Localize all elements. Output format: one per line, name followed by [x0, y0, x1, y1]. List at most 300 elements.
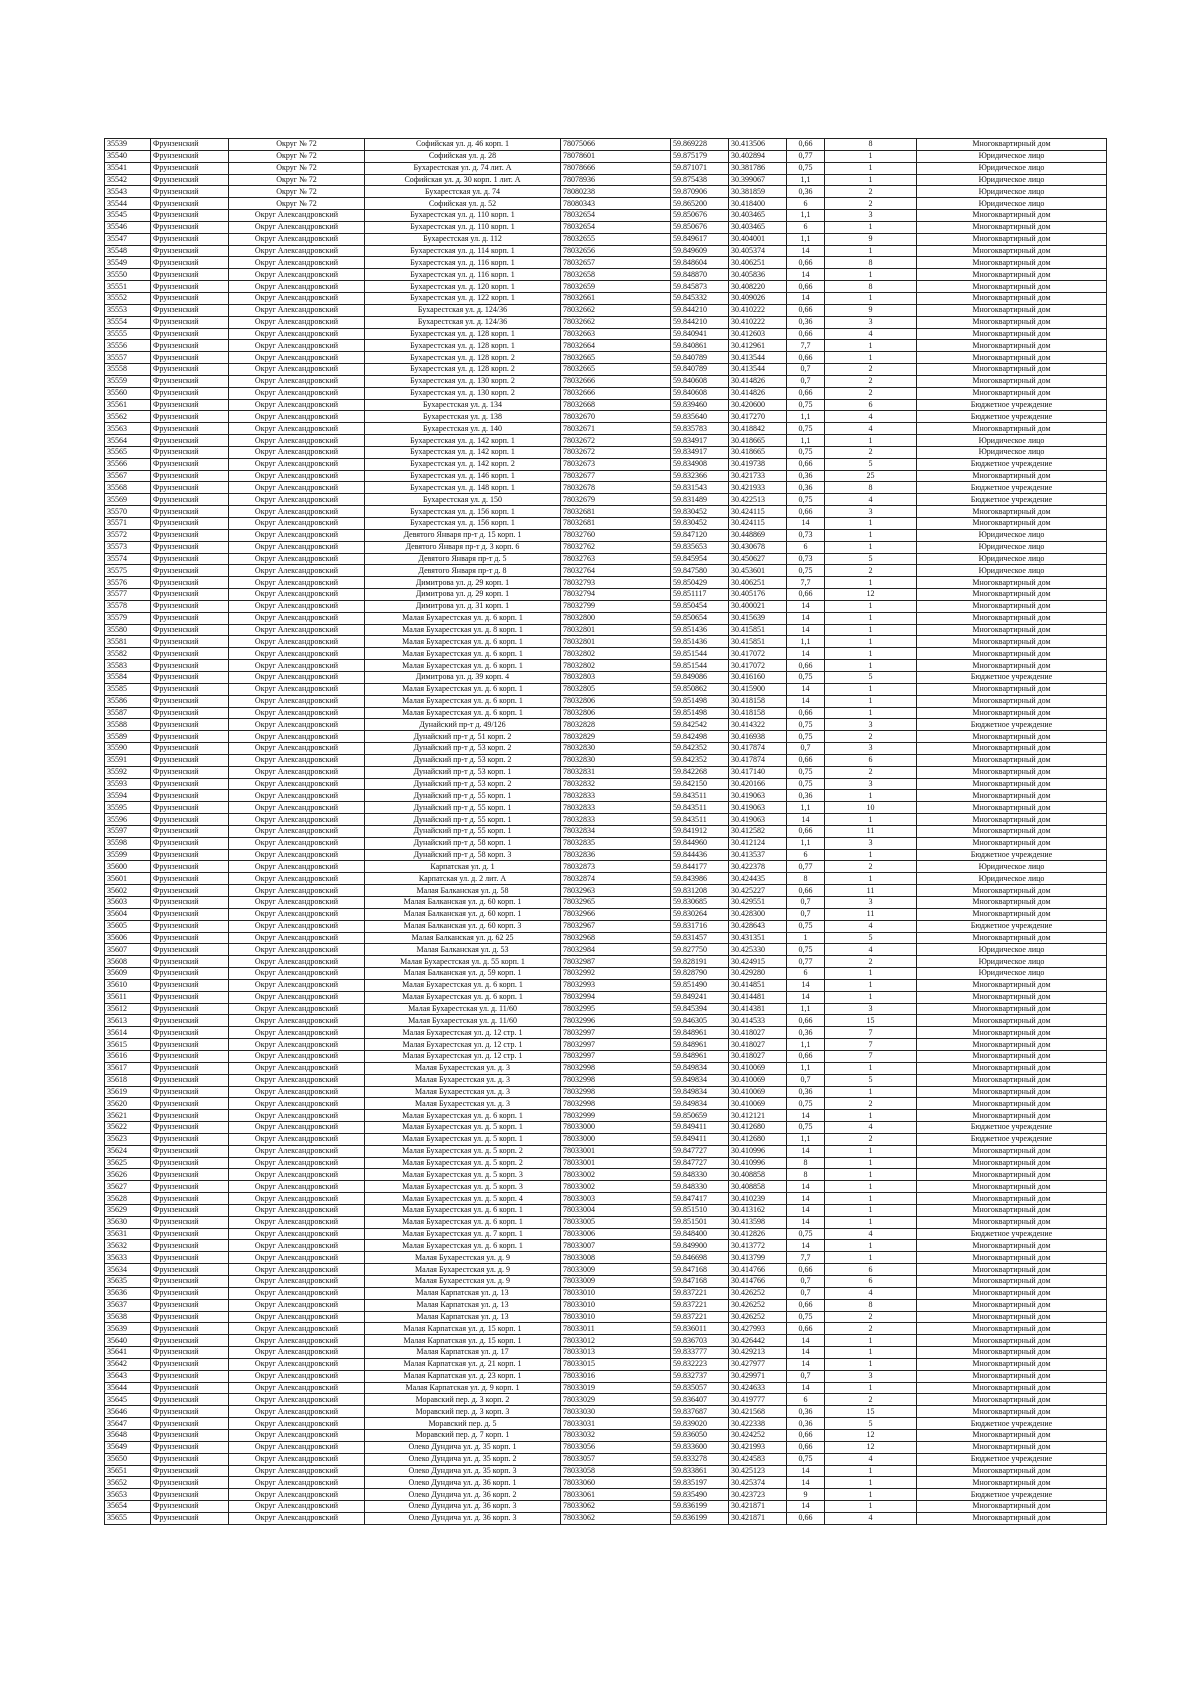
cell-object-code: 78032833	[561, 802, 671, 814]
cell-object-code: 78032681	[561, 506, 671, 518]
cell-volume: 0,36	[787, 482, 825, 494]
cell-municipal-okrug: Округ Александровский	[229, 340, 365, 352]
cell-district: Фрунзенский	[151, 1204, 229, 1216]
cell-municipal-okrug: Округ Александровский	[229, 257, 365, 269]
cell-row-number: 35570	[105, 506, 151, 518]
cell-municipal-okrug: Округ Александровский	[229, 1311, 365, 1323]
cell-count: 3	[825, 1003, 917, 1015]
cell-longitude: 30.426252	[729, 1311, 787, 1323]
cell-address: Бухарестская ул. д. 130 корп. 2	[365, 387, 561, 399]
cell-municipal-okrug: Округ Александровский	[229, 612, 365, 624]
cell-row-number: 35640	[105, 1335, 151, 1347]
cell-address: Малая Бухарестская ул. д. 6 корп. 1	[365, 660, 561, 672]
cell-latitude: 59.847168	[671, 1276, 729, 1288]
cell-longitude: 30.417140	[729, 766, 787, 778]
table-row	[105, 399, 1107, 411]
cell-count: 2	[825, 956, 917, 968]
cell-municipal-okrug: Округ Александровский	[229, 778, 365, 790]
cell-count: 1	[825, 1489, 917, 1501]
cell-district: Фрунзенский	[151, 932, 229, 944]
cell-object-code: 78032963	[561, 885, 671, 897]
cell-object-code: 78032800	[561, 612, 671, 624]
cell-longitude: 30.412582	[729, 825, 787, 837]
table-row	[105, 1323, 1107, 1335]
cell-object-type: Многоквартирный дом	[917, 352, 1107, 364]
cell-object-type: Бюджетное учреждение	[917, 458, 1107, 470]
cell-longitude: 30.412680	[729, 1133, 787, 1145]
cell-count: 2	[825, 1133, 917, 1145]
cell-count: 2	[825, 387, 917, 399]
cell-object-code: 78032835	[561, 837, 671, 849]
cell-object-code: 78032654	[561, 221, 671, 233]
cell-longitude: 30.425374	[729, 1477, 787, 1489]
cell-count: 8	[825, 281, 917, 293]
table-row	[105, 1453, 1107, 1465]
cell-object-code: 78032662	[561, 304, 671, 316]
cell-object-code: 78032665	[561, 352, 671, 364]
cell-count: 4	[825, 1287, 917, 1299]
cell-object-type: Многоквартирный дом	[917, 1394, 1107, 1406]
table-row	[105, 885, 1107, 897]
cell-address: Девятого Января пр-т д. 5	[365, 553, 561, 565]
cell-volume: 0,7	[787, 1370, 825, 1382]
cell-district: Фрунзенский	[151, 968, 229, 980]
cell-district: Фрунзенский	[151, 837, 229, 849]
cell-volume: 0,66	[787, 1299, 825, 1311]
cell-object-code: 78032968	[561, 932, 671, 944]
cell-municipal-okrug: Округ Александровский	[229, 671, 365, 683]
cell-address: Бухарестская ул. д. 142 корп. 1	[365, 446, 561, 458]
cell-longitude: 30.412121	[729, 1110, 787, 1122]
cell-object-code: 78032967	[561, 920, 671, 932]
cell-district: Фрунзенский	[151, 600, 229, 612]
cell-object-code: 78032794	[561, 589, 671, 601]
cell-address: Дунайский пр-т д. 58 корп. 1	[365, 837, 561, 849]
cell-address: Димитрова ул. д. 29 корп. 1	[365, 589, 561, 601]
cell-count: 3	[825, 719, 917, 731]
cell-district: Фрунзенский	[151, 1252, 229, 1264]
cell-count: 1	[825, 1181, 917, 1193]
cell-address: Малая Карпатская ул. д. 17	[365, 1347, 561, 1359]
cell-object-code: 78032677	[561, 470, 671, 482]
cell-latitude: 59.849086	[671, 671, 729, 683]
cell-object-type: Юридическое лицо	[917, 944, 1107, 956]
cell-object-type: Многоквартирный дом	[917, 210, 1107, 222]
cell-longitude: 30.453601	[729, 565, 787, 577]
cell-latitude: 59.845332	[671, 292, 729, 304]
cell-latitude: 59.844177	[671, 861, 729, 873]
cell-volume: 14	[787, 1145, 825, 1157]
cell-count: 1	[825, 1062, 917, 1074]
cell-address: Малая Карпатская ул. д. 13	[365, 1287, 561, 1299]
cell-latitude: 59.840789	[671, 364, 729, 376]
cell-row-number: 35578	[105, 600, 151, 612]
cell-address: Малая Бухарестская ул. д. 5 корп. 2	[365, 1145, 561, 1157]
cell-object-code: 78032998	[561, 1098, 671, 1110]
cell-latitude: 59.837687	[671, 1406, 729, 1418]
cell-longitude: 30.414322	[729, 719, 787, 731]
cell-volume: 14	[787, 1240, 825, 1252]
cell-municipal-okrug: Округ Александровский	[229, 1003, 365, 1015]
cell-count: 4	[825, 494, 917, 506]
cell-longitude: 30.410069	[729, 1098, 787, 1110]
cell-row-number: 35602	[105, 885, 151, 897]
table-row	[105, 470, 1107, 482]
cell-row-number: 35581	[105, 636, 151, 648]
cell-latitude: 59.850454	[671, 600, 729, 612]
cell-volume: 14	[787, 1477, 825, 1489]
cell-row-number: 35610	[105, 979, 151, 991]
table-row	[105, 316, 1107, 328]
cell-longitude: 30.418158	[729, 707, 787, 719]
cell-count: 1	[825, 518, 917, 530]
cell-latitude: 59.842268	[671, 766, 729, 778]
cell-object-type: Многоквартирный дом	[917, 1050, 1107, 1062]
cell-count: 11	[825, 825, 917, 837]
cell-district: Фрунзенский	[151, 565, 229, 577]
cell-address: Димитрова ул. д. 31 корп. 1	[365, 600, 561, 612]
table-row	[105, 1003, 1107, 1015]
cell-latitude: 59.849609	[671, 245, 729, 257]
table-row	[105, 1276, 1107, 1288]
cell-row-number: 35563	[105, 423, 151, 435]
cell-row-number: 35557	[105, 352, 151, 364]
cell-row-number: 35555	[105, 328, 151, 340]
cell-row-number: 35584	[105, 671, 151, 683]
cell-latitude: 59.850659	[671, 1110, 729, 1122]
table-row	[105, 707, 1107, 719]
cell-district: Фрунзенский	[151, 991, 229, 1003]
cell-object-type: Бюджетное учреждение	[917, 1489, 1107, 1501]
cell-object-code: 78032668	[561, 399, 671, 411]
cell-latitude: 59.849411	[671, 1122, 729, 1134]
cell-municipal-okrug: Округ Александровский	[229, 1370, 365, 1382]
cell-volume: 14	[787, 1382, 825, 1394]
cell-longitude: 30.410996	[729, 1145, 787, 1157]
cell-object-code: 78032999	[561, 1110, 671, 1122]
cell-latitude: 59.828790	[671, 968, 729, 980]
cell-volume: 0,36	[787, 186, 825, 198]
cell-longitude: 30.418158	[729, 695, 787, 707]
cell-municipal-okrug: Округ Александровский	[229, 1323, 365, 1335]
cell-count: 1	[825, 1465, 917, 1477]
cell-latitude: 59.836199	[671, 1501, 729, 1513]
cell-count: 3	[825, 210, 917, 222]
table-row	[105, 198, 1107, 210]
cell-row-number: 35560	[105, 387, 151, 399]
cell-count: 4	[825, 411, 917, 423]
cell-address: Карпатская ул. д. 2 лит. А	[365, 873, 561, 885]
cell-address: Моравский пер. д. 3 корп. 3	[365, 1406, 561, 1418]
cell-latitude: 59.851498	[671, 707, 729, 719]
cell-object-code: 78032666	[561, 387, 671, 399]
cell-longitude: 30.415851	[729, 624, 787, 636]
cell-row-number: 35556	[105, 340, 151, 352]
cell-volume: 0,75	[787, 671, 825, 683]
cell-volume: 6	[787, 541, 825, 553]
cell-count: 1	[825, 695, 917, 707]
cell-address: Бухарестская ул. д. 156 корп. 1	[365, 506, 561, 518]
cell-latitude: 59.842498	[671, 731, 729, 743]
cell-object-code: 78033032	[561, 1429, 671, 1441]
cell-district: Фрунзенский	[151, 233, 229, 245]
cell-address: Дунайский пр-т д. 55 корп. 1	[365, 825, 561, 837]
cell-object-type: Многоквартирный дом	[917, 292, 1107, 304]
cell-longitude: 30.431351	[729, 932, 787, 944]
cell-longitude: 30.450627	[729, 553, 787, 565]
cell-row-number: 35613	[105, 1015, 151, 1027]
cell-longitude: 30.410069	[729, 1074, 787, 1086]
cell-count: 2	[825, 198, 917, 210]
cell-object-type: Многоквартирный дом	[917, 387, 1107, 399]
cell-municipal-okrug: Округ Александровский	[229, 707, 365, 719]
cell-object-code: 78032874	[561, 873, 671, 885]
cell-district: Фрунзенский	[151, 1299, 229, 1311]
cell-count: 1	[825, 174, 917, 186]
cell-address: Бухарестская ул. д. 156 корп. 1	[365, 518, 561, 530]
cell-object-code: 78032793	[561, 577, 671, 589]
cell-address: Девятого Января пр-т д. 8	[365, 565, 561, 577]
cell-volume: 0,75	[787, 1311, 825, 1323]
cell-volume: 1,1	[787, 210, 825, 222]
cell-longitude: 30.416160	[729, 671, 787, 683]
cell-latitude: 59.847417	[671, 1193, 729, 1205]
cell-address: Малая Бухарестская ул. д. 6 корп. 1	[365, 707, 561, 719]
cell-object-code: 78033003	[561, 1193, 671, 1205]
cell-volume: 0,77	[787, 861, 825, 873]
cell-count: 1	[825, 707, 917, 719]
cell-object-type: Многоквартирный дом	[917, 328, 1107, 340]
cell-row-number: 35548	[105, 245, 151, 257]
cell-latitude: 59.849241	[671, 991, 729, 1003]
cell-volume: 1,1	[787, 174, 825, 186]
cell-latitude: 59.831543	[671, 482, 729, 494]
cell-address: Бухарестская ул. д. 138	[365, 411, 561, 423]
table-row	[105, 1512, 1107, 1524]
cell-municipal-okrug: Округ № 72	[229, 139, 365, 151]
cell-municipal-okrug: Округ Александровский	[229, 1098, 365, 1110]
cell-longitude: 30.399067	[729, 174, 787, 186]
cell-longitude: 30.418665	[729, 446, 787, 458]
cell-volume: 14	[787, 683, 825, 695]
cell-object-code: 78032666	[561, 375, 671, 387]
cell-longitude: 30.421733	[729, 470, 787, 482]
cell-municipal-okrug: Округ Александровский	[229, 648, 365, 660]
cell-longitude: 30.410069	[729, 1062, 787, 1074]
table-row	[105, 743, 1107, 755]
cell-object-code: 78032987	[561, 956, 671, 968]
cell-volume: 14	[787, 1193, 825, 1205]
cell-row-number: 35592	[105, 766, 151, 778]
table-row	[105, 139, 1107, 151]
cell-volume: 0,75	[787, 423, 825, 435]
cell-row-number: 35549	[105, 257, 151, 269]
cell-row-number: 35616	[105, 1050, 151, 1062]
cell-object-code: 78032831	[561, 766, 671, 778]
cell-object-type: Многоквартирный дом	[917, 743, 1107, 755]
table-row	[105, 1382, 1107, 1394]
cell-volume: 0,36	[787, 1406, 825, 1418]
cell-district: Фрунзенский	[151, 198, 229, 210]
cell-count: 2	[825, 731, 917, 743]
cell-latitude: 59.842542	[671, 719, 729, 731]
cell-row-number: 35567	[105, 470, 151, 482]
table-row	[105, 754, 1107, 766]
cell-municipal-okrug: Округ Александровский	[229, 1062, 365, 1074]
cell-district: Фрунзенский	[151, 529, 229, 541]
cell-object-type: Многоквартирный дом	[917, 221, 1107, 233]
cell-count: 12	[825, 589, 917, 601]
cell-latitude: 59.851436	[671, 636, 729, 648]
cell-longitude: 30.417270	[729, 411, 787, 423]
cell-municipal-okrug: Округ Александровский	[229, 375, 365, 387]
cell-count: 1	[825, 790, 917, 802]
cell-latitude: 59.871071	[671, 162, 729, 174]
cell-count: 5	[825, 1074, 917, 1086]
cell-municipal-okrug: Округ Александровский	[229, 304, 365, 316]
cell-longitude: 30.422338	[729, 1418, 787, 1430]
table-row	[105, 1370, 1107, 1382]
cell-district: Фрунзенский	[151, 316, 229, 328]
cell-object-type: Многоквартирный дом	[917, 683, 1107, 695]
cell-municipal-okrug: Округ Александровский	[229, 1074, 365, 1086]
cell-district: Фрунзенский	[151, 1512, 229, 1524]
cell-object-code: 78033006	[561, 1228, 671, 1240]
cell-longitude: 30.400021	[729, 600, 787, 612]
cell-district: Фрунзенский	[151, 731, 229, 743]
cell-object-type: Юридическое лицо	[917, 186, 1107, 198]
cell-longitude: 30.415900	[729, 683, 787, 695]
cell-object-code: 78033001	[561, 1145, 671, 1157]
cell-latitude: 59.844210	[671, 304, 729, 316]
cell-address: Бухарестская ул. д. 124/36	[365, 304, 561, 316]
cell-object-code: 78032997	[561, 1039, 671, 1051]
table-row	[105, 1311, 1107, 1323]
cell-longitude: 30.420166	[729, 778, 787, 790]
cell-object-code: 78032997	[561, 1027, 671, 1039]
cell-district: Фрунзенский	[151, 423, 229, 435]
cell-municipal-okrug: Округ Александровский	[229, 1441, 365, 1453]
cell-volume: 0,66	[787, 1429, 825, 1441]
cell-volume: 0,75	[787, 494, 825, 506]
cell-address: Малая Бухарестская ул. д. 6 корп. 1	[365, 991, 561, 1003]
cell-count: 5	[825, 932, 917, 944]
cell-address: Малая Бухарестская ул. д. 6 корп. 1	[365, 648, 561, 660]
cell-count: 5	[825, 671, 917, 683]
cell-volume: 0,75	[787, 719, 825, 731]
cell-count: 1	[825, 1157, 917, 1169]
cell-object-type: Многоквартирный дом	[917, 778, 1107, 790]
cell-volume: 7,7	[787, 340, 825, 352]
cell-volume: 14	[787, 245, 825, 257]
cell-address: Бухарестская ул. д. 112	[365, 233, 561, 245]
cell-count: 6	[825, 1264, 917, 1276]
cell-object-code: 78032805	[561, 683, 671, 695]
cell-object-type: Многоквартирный дом	[917, 1465, 1107, 1477]
cell-municipal-okrug: Округ Александровский	[229, 956, 365, 968]
cell-district: Фрунзенский	[151, 849, 229, 861]
table-row	[105, 1287, 1107, 1299]
cell-object-type: Многоквартирный дом	[917, 1347, 1107, 1359]
cell-object-code: 78032802	[561, 648, 671, 660]
cell-district: Фрунзенский	[151, 743, 229, 755]
cell-count: 4	[825, 944, 917, 956]
cell-object-type: Многоквартирный дом	[917, 1323, 1107, 1335]
cell-volume: 0,73	[787, 553, 825, 565]
cell-address: Дунайский пр-т д. 53 корп. 1	[365, 766, 561, 778]
cell-object-code: 78033060	[561, 1477, 671, 1489]
table-row	[105, 1477, 1107, 1489]
cell-latitude: 59.847727	[671, 1145, 729, 1157]
cell-object-code: 78033031	[561, 1418, 671, 1430]
cell-municipal-okrug: Округ Александровский	[229, 269, 365, 281]
cell-latitude: 59.832223	[671, 1358, 729, 1370]
cell-longitude: 30.404001	[729, 233, 787, 245]
table-row	[105, 375, 1107, 387]
cell-address: Бухарестская ул. д. 128 корп. 2	[365, 352, 561, 364]
cell-latitude: 59.869228	[671, 139, 729, 151]
cell-object-code: 78033009	[561, 1264, 671, 1276]
cell-row-number: 35598	[105, 837, 151, 849]
table-row	[105, 695, 1107, 707]
cell-object-type: Многоквартирный дом	[917, 233, 1107, 245]
cell-longitude: 30.413537	[729, 849, 787, 861]
cell-longitude: 30.428300	[729, 908, 787, 920]
cell-object-type: Юридическое лицо	[917, 150, 1107, 162]
cell-municipal-okrug: Округ Александровский	[229, 743, 365, 755]
cell-address: Малая Карпатская ул. д. 15 корп. 1	[365, 1335, 561, 1347]
cell-address: Бухарестская ул. д. 128 корп. 2	[365, 364, 561, 376]
cell-row-number: 35564	[105, 435, 151, 447]
cell-district: Фрунзенский	[151, 1074, 229, 1086]
cell-object-type: Многоквартирный дом	[917, 316, 1107, 328]
cell-municipal-okrug: Округ Александровский	[229, 1169, 365, 1181]
cell-longitude: 30.417874	[729, 754, 787, 766]
cell-latitude: 59.849834	[671, 1074, 729, 1086]
cell-row-number: 35574	[105, 553, 151, 565]
cell-object-type: Юридическое лицо	[917, 873, 1107, 885]
table-row	[105, 1181, 1107, 1193]
cell-longitude: 30.410069	[729, 1086, 787, 1098]
table-row	[105, 814, 1107, 826]
cell-latitude: 59.875179	[671, 150, 729, 162]
cell-longitude: 30.424115	[729, 518, 787, 530]
cell-longitude: 30.425123	[729, 1465, 787, 1477]
cell-district: Фрунзенский	[151, 1501, 229, 1513]
cell-longitude: 30.421871	[729, 1501, 787, 1513]
cell-district: Фрунзенский	[151, 470, 229, 482]
cell-count: 1	[825, 648, 917, 660]
cell-volume: 0,66	[787, 352, 825, 364]
cell-district: Фрунзенский	[151, 446, 229, 458]
table-row	[105, 1358, 1107, 1370]
cell-object-type: Многоквартирный дом	[917, 375, 1107, 387]
cell-latitude: 59.843511	[671, 802, 729, 814]
cell-volume: 6	[787, 221, 825, 233]
cell-volume: 0,66	[787, 281, 825, 293]
cell-row-number: 35641	[105, 1347, 151, 1359]
cell-volume: 14	[787, 1204, 825, 1216]
cell-object-code: 78032673	[561, 458, 671, 470]
cell-object-code: 78033010	[561, 1299, 671, 1311]
cell-municipal-okrug: Округ Александровский	[229, 825, 365, 837]
cell-volume: 14	[787, 269, 825, 281]
cell-municipal-okrug: Округ Александровский	[229, 991, 365, 1003]
cell-count: 3	[825, 506, 917, 518]
table-row	[105, 1299, 1107, 1311]
cell-latitude: 59.839460	[671, 399, 729, 411]
cell-longitude: 30.429280	[729, 968, 787, 980]
